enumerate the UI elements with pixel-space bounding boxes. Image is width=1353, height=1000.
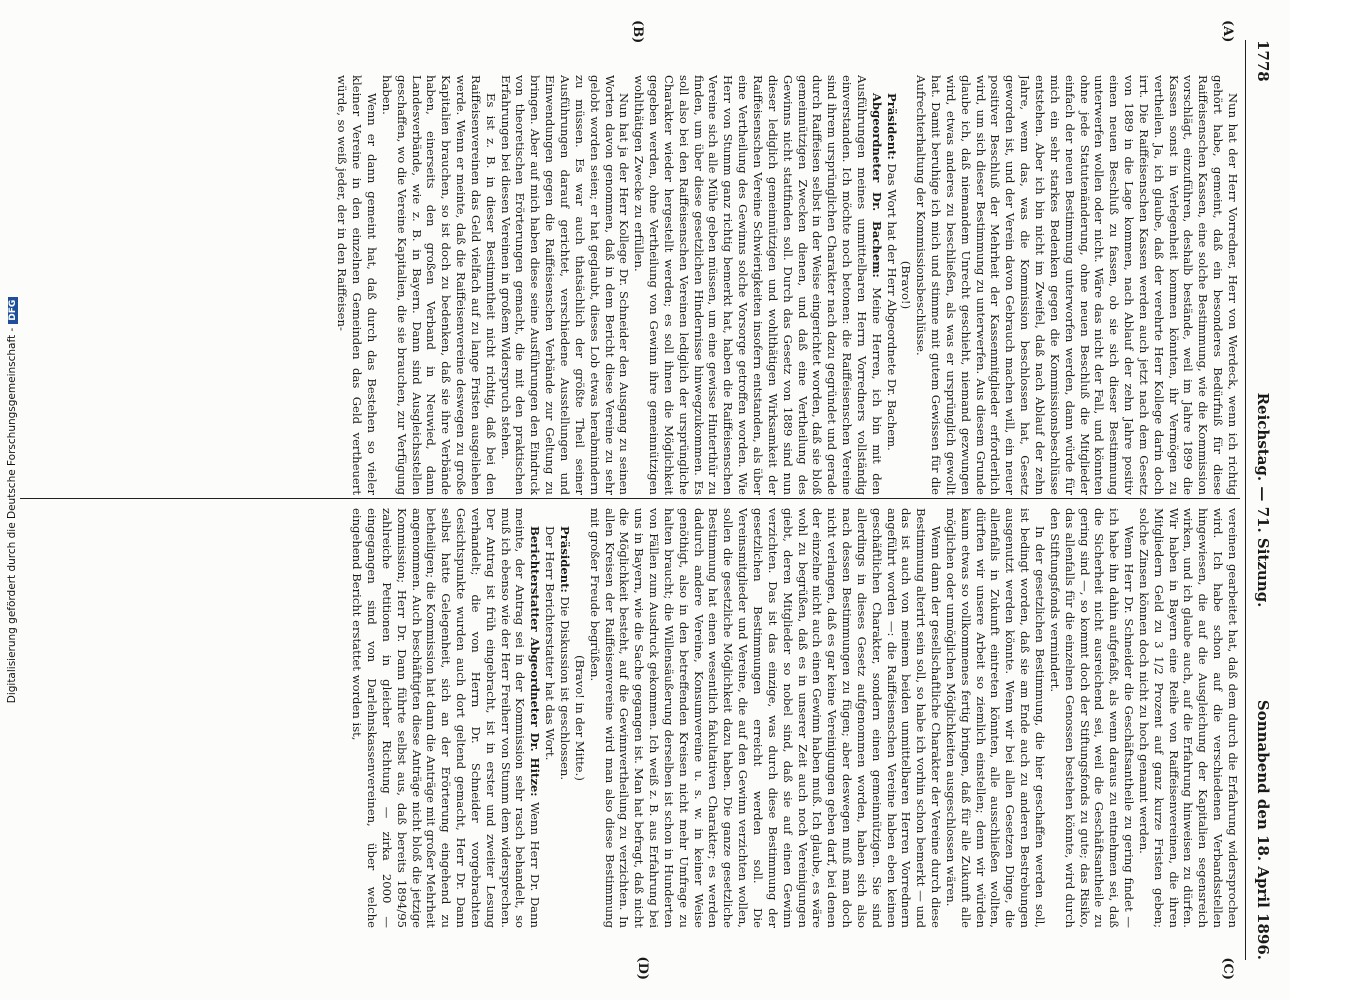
paragraph: Wenn dann der gesellschaftliche Charakter der Vereine durch diese Bestimmung alterirt sein soll, so habe ich vorhin schon bemerkt — und das ist auch von meinem beiden unmittelbaren Herren Vorrednern angeführt worden —: die Raiffeisenschen Vereine haben eben keinen geschäftlichen Charakter, sondern einen gemeinnützigen. Sie sind allerdings in dieses Gesetz aufgenommen worden, haben sich also nach dessen Bestimmungen zu fügen; aber deswegen muß man doch nicht verlangen, daß es gar keine Vereinigungen geben darf, bei denen der einzelne nicht auch einen Gewinn haben muß. Ich glaube, es wäre wohl zu begrüßen, daß es in unserer Zeit auch noch Vereinigungen giebt, deren Mitglieder so nobel sind, daß sie auf einen Gewinn verzichten. Das ist das einzige, was durch diese Bestimmung der gesetzlichen Bestimmungen erreicht werden soll. Die Vereinsmitglieder und Vereine, die auf den Gewinn verzichten wollen, sollen die gesetzliche Möglichkeit dazu haben. Die ganze gesetzliche Bestimmung hat einen wesentlich fakultativen Charakter; es werden dadurch andere Vereine, Konsumvereine u. s. w. in keiner Weise genöthigt, also in den betreffenden Kreisen nicht mehr Umfrage zu halten braucht; die Willensäußerung derselben ist schon in Hunderten von Fällen zum Ausdruck gekommen. Ich weiß z. B. aus Erfahrung bei uns in Bayern, wie die Sache gegangen ist. Man hat befragt, daß nicht die Möglichkeit besteht, auf die Gewinnvertheilung zu verzichten. In allen Kreisen der Raiffeisenvereine wird man also diese Bestimmung mit großer Freude begrüßen. [587, 508, 944, 928]
paragraph: Wenn Herr Dr. Schneider die Geschäftsantheile zu gering findet — ich habe ihn dahin aufgefaßt, als wenn daraus zu entnehmen sei, daß die Sicherheit nicht ausreichend sei, weil die Geschäftsantheile zu gering sind —, so kommt doch der Stiftungsfonds zu gute; das Risiko, das allenfalls für die einzelnen Genossen bestehen könnte, wird durch den Stiftungsfonds vermindert. [1047, 508, 1137, 928]
paragraph: Nun hat der Herr Vorredner, Herr von Werdeck, wenn ich richtig gehört habe, gemeint, daß ein besonderes Bedürfniß für diese Raiffeisenschen Kassen, eine solche Bestimmung, wie die Kommission vorschlägt, einzuführen, deshalb bestände, weil im Jahre 1899 die Kassen sonst in Verlegenheit kommen könnten, ihr Vermögen zu vertheilen. Ja, ich glaube, daß der verehrte Herr Kollege darin doch irrt. Die Raiffeisenschen Kassen werden auch jetzt nach dem Gesetz von 1889 in die Lage kommen, nach Ablauf der zehn Jahre positiv einen neuen Beschluß zu fassen, ob sie sich dieser Bestimmung unterwerfen wollen oder nicht. Wäre das nicht der Fall, und könnten ohne jede Statutenänderung, ohne neuen Beschluß die Mitglieder einfach der neuen Bestimmung unterworfen werden, dann würde für mich ein sehr starkes Bedenken gegen die Kommissionsbeschlüsse entstehen. Aber ich bin nicht im Zweifel, daß nach Ablauf der zehn Jahre, wenn das, was die Kommission beschlossen hat, Gesetz geworden ist, und der Verein davon Gebrauch machen will, ein neuer positiver Beschluß der Mehrheit der Kassenmitglieder erforderlich wird, um sich dieser Bestimmung zu unterwerfen. Aus diesem Grunde glaube ich, daß niemandem Unrecht geschieht, niemand gezwungen wird, etwas anderes zu beschließen, als was er ursprünglich gewollt hat. Damit beruhige ich mich und stimme mit gutem Gewissen für die Aufrechterhaltung der Kommissionsbeschlüsse. [914, 75, 1240, 495]
margin-mark-a: (A) [1220, 20, 1235, 43]
paragraph: Nun hat ja der Herr Kollege Dr. Schneider den Ausgang zu seinen Worten davon genommen, daß in dem Bericht diese Vereine zu sehr gelobt worden seien; er hat geglaubt, dieses Lob etwas herabmindern zu müssen. Es war auch thatsächlich der größte Theil seiner Ausführungen darauf gerichtet, verschiedene Ausstellungen und Einwendungen gegen die Raiffeisenschen Verbände zur Geltung zu bringen. Aber auf mich haben diese seine Ausführungen den Eindruck von theoretischen Erörterungen gemacht, die mit den praktischen Erfahrungen bei diesen Vereinen in großem Widerspruch stehen. [498, 75, 632, 495]
margin-mark-b: (B) [630, 20, 645, 44]
speech-text: Die Diskussion ist geschlossen. [558, 596, 573, 781]
page-header [1248, 40, 1272, 960]
speech-text: Meine Herren, ich bin mit den Ausführungen meines unmittelbaren Herrn Vorredners vollständig einverstanden. Ich möchte noch betonen: die Raiffeisenschen Vereine sind ihrem ursprünglichen Charakter nach dazu gegründet und gerade durch Raiffeisen selbst in der Weise eingerichtet worden, daß sie bloß gemeinnützigen Zwecken dienen, und daß eine Vertheilung des Gewinns nicht stattfinden soll. Durch das Gesetz von 1889 sind nun dieser lediglich gemeinnützigen und wohlthätigen Wirksamkeit der Raiffeisenschen Vereine Schwierigkeiten insofern entstanden, als über eine Vertheilung des Gewinns solche Vorsorge getroffen worden. Wie Herr von Stumm ganz richtig bemerkt hat, haben die Raiffeisenschen Vereine sich alle Mühe geben müssen, um eine gewisse Hinterthür zu finden, um über diese gesetzlichen Hindernisse hinwegzukommen. Es soll also bei den Raiffeisenschen Vereinen lediglich der ursprüngliche Charakter wieder hergestellt werden; es soll ihnen die Möglichkeit gegeben werden, ohne Vertheilung von Gewinn ihre gemeinnützigen wohlthätigen Zwecke zu erfüllen. [632, 75, 884, 495]
dfg-logo: DFG [8, 297, 18, 324]
speech-paragraph [349, 508, 542, 928]
header-rule [1245, 40, 1246, 960]
paragraph: Der Herr Berichterstatter hat das Wort. [543, 526, 558, 761]
speech-paragraph [884, 75, 899, 495]
paragraph: In der gesetzlichen Bestimmung, die hier geschaffen werden soll, ist bedingt worden, daß sie am Ende auch zu anderen Bestrebungen ausgenutzt werden könnte. Wenn wir bei allen Gesetzen Dinge, die allenfalls in Zukunft eintreten könnten, alle ausschließen wollten, dürften wir unsere Arbeit so ziemlich einstellen; denn wir würden kaum etwas so vollkommenes fertig bringen, daß für alle Zukunft alle möglichen oder unmöglichen Möglichkeiten ausgeschlossen wären. [943, 508, 1048, 928]
speaker-name: Abgeordneter Dr. Bachem: [869, 93, 884, 278]
header-date: Sonnabend den 18. April 1896. [1254, 699, 1272, 960]
speech-text: Das Wort hat der Herr Abgeordnete Dr. Bachem. [884, 163, 899, 451]
applause-note: (Bravo! in der Mitte.) [572, 655, 587, 781]
column-divider [20, 498, 1240, 499]
applause-note: (Bravo!) [899, 260, 914, 310]
left-column [20, 75, 1240, 495]
right-column [20, 508, 1240, 928]
speaker-name: Berichterstatter Abgeordneter Dr. Hitze: [528, 526, 543, 797]
paragraph: Es ist z. B. in dieser Bestimmtheit nicht richtig, daß bei den Raiffeisenvereinen das Geld vielfach auf zu lange Fristen ausgeliehen werde. Wenn er meinte, daß die Raiffeisenvereine deswegen zu große Kapitalien brauchen, so ist doch zu bedenken, daß sie ihre Verbände haben, einerseits den großen Verband in Neuwied, dann Landesverbände, wie z. B. in Bayern. Dann sind Ausgleichsstellen geschaffen, wo die Vereine Kapitalien, die sie brauchen, zur Verfügung haben. [379, 75, 498, 495]
footer-text: Digitalisierung gefördert durch die Deutsche Forschungsgemeinschaft - [6, 327, 18, 704]
header-title: Reichstag. — 71. Sitzung. [1254, 392, 1272, 608]
speaker-name: Präsident: [558, 526, 573, 593]
speech-text: Wenn Herr Dr. Dann meinte, der Antrag sei in der Kommission sehr rasch behandelt, so muß ich ebenso wie der Herr Freiherr von Stumm dem widersprechen. Der Antrag ist früh eingebracht, ist in erster und zweiter Lesung verhandelt; die von Herrn Dr. Schneider vorgebrachten Gesichtspunkte wurden auch dort geltend gemacht, Herr Dr. Dann selbst hatte Gelegenheit, sich an der Erörterung eingehend zu betheiligen; die Kommission hat dann die Anträge mit großer Mehrheit angenommen. Auch beschäftigten diese Anträge nicht bloß die jetzige Kommission; Herr Dr. Dann führte selbst aus, daß bereits 1894/95 zahlreiche Petitionen in gleicher Richtung — zirka 2000 — eingegangen sind von Darlehnskassenvereinen, über welche eingehend Bericht erstattet worden ist, [350, 508, 543, 928]
speech-paragraph [557, 508, 572, 928]
paragraph: vereinen gearbeitet hat, daß dem durch die Erfahrung widersprochen wird. Ich habe schon auf die verschiedenen Verbandsstellen hingewiesen, die auf die Ausgleichung der Kapitalien segensreich wirken, und ich glaube auch, auf die Erfahrung hinweisen zu dürfen. Wir haben in Bayern eine Reihe von Raiffeisenvereinen, die ihren Mitgliedern Geld zu 3 1/2 Prozent auf ganz kurze Fristen geben; solche Zinsen können doch nicht zu hoch genannt werden. [1136, 508, 1240, 928]
speaker-name: Präsident: [884, 93, 899, 160]
speech-paragraph [631, 75, 883, 495]
page-number: 1778 [1254, 40, 1272, 82]
margin-mark-d: (D) [635, 956, 650, 980]
margin-mark-c: (C) [1220, 957, 1235, 980]
digitization-footer [6, 0, 18, 1000]
paragraph: Wenn er dann gemeint hat, daß durch das Bestehen so vieler kleiner Vereine in den einzelnen Gemeinden das Geld vertheuert würde, so weiß jeder, der in den Raiffeisen- [335, 75, 380, 495]
